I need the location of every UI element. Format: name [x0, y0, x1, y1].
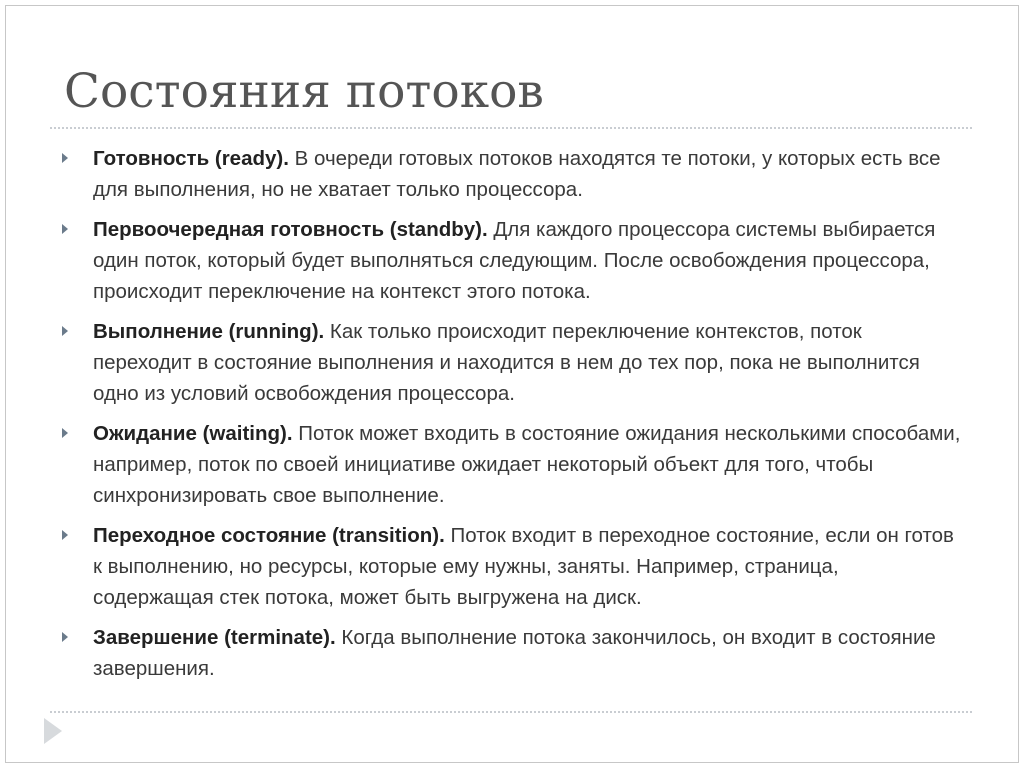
- bullet-arrow-icon: [62, 632, 68, 642]
- list-item: [62, 622, 962, 684]
- page-title: Состояния потоков: [64, 64, 544, 119]
- list-item: [62, 520, 962, 613]
- list-item: [62, 418, 962, 511]
- bullet-term: Готовность (ready).: [93, 147, 289, 170]
- bullet-text: Поток входит в переходное состояние, если он готов к выполнению, но ресурсы, которые ему нужны, заняты. Например, страница, содержащая стек потока, может быть выгружена на диск.: [93, 524, 954, 609]
- bullet-text: Поток может входить в состояние ожидания несколькими способами, например, поток по своей инициативе ожидает некоторый объект для того, чтобы синхронизировать свое выполнение.: [93, 422, 961, 507]
- list-item: [62, 316, 962, 409]
- corner-triangle-icon: [44, 718, 62, 744]
- list-item: [62, 214, 962, 307]
- footer-divider: [50, 711, 972, 713]
- title-divider: [50, 127, 972, 129]
- bullet-text: Когда выполнение потока закончилось, он входит в состояние завершения.: [93, 626, 936, 680]
- bullet-arrow-icon: [62, 224, 68, 234]
- bullet-arrow-icon: [62, 153, 68, 163]
- bullet-term: Переходное состояние (transition).: [93, 524, 445, 547]
- bullet-term: Ожидание (waiting).: [93, 422, 293, 445]
- bullet-term: Выполнение (running).: [93, 320, 325, 343]
- bullet-term: Завершение (terminate).: [93, 626, 336, 649]
- bullet-arrow-icon: [62, 428, 68, 438]
- bullet-list: [62, 143, 962, 693]
- list-item: [62, 143, 962, 205]
- bullet-term: Первоочередная готовность (standby).: [93, 218, 488, 241]
- bullet-text: В очереди готовых потоков находятся те потоки, у которых есть все для выполнения, но не хватает только процессора.: [93, 147, 941, 201]
- bullet-arrow-icon: [62, 326, 68, 336]
- bullet-arrow-icon: [62, 530, 68, 540]
- bullet-text: Для каждого процессора системы выбирается один поток, который будет выполняться следующим. После освобождения процессора, происходит переключение на контекст этого потока.: [93, 218, 936, 303]
- bullet-text: Как только происходит переключение контекстов, поток переходит в состояние выполнения и находится в нем до тех пор, пока не выполнится одно из условий освобождения процессора.: [93, 320, 920, 405]
